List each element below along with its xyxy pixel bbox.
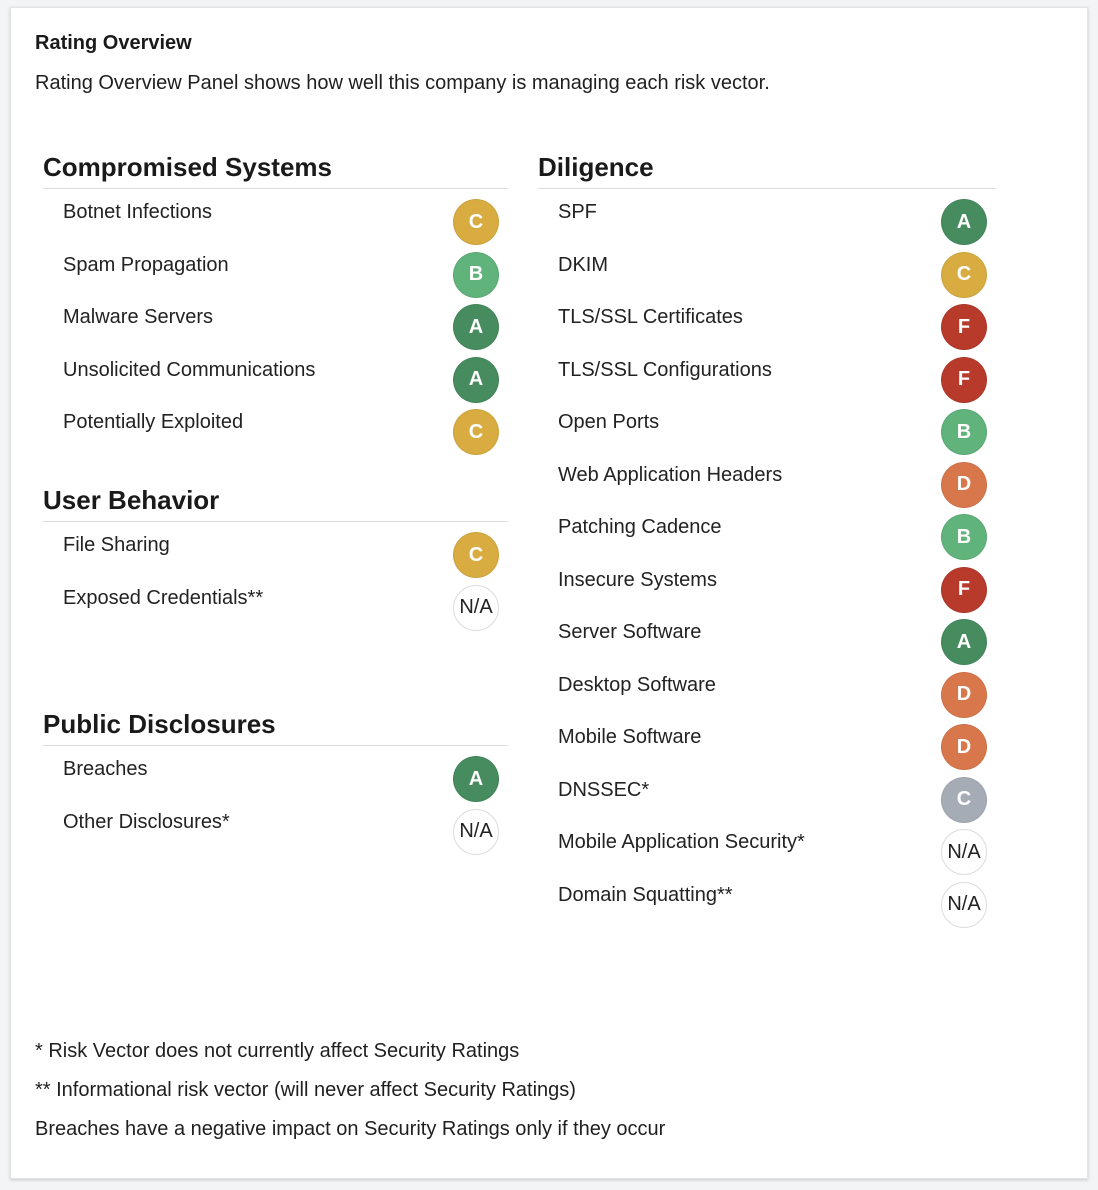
vector-name: Web Application Headers [558,463,783,486]
vector-row-tls-ssl-certificates[interactable] [538,294,996,347]
grade-badge[interactable]: D [941,672,987,718]
vector-row-dnssec[interactable] [538,767,996,820]
grade-badge[interactable]: F [941,304,987,350]
vector-name: SPF [558,201,597,223]
vector-row-breaches[interactable] [43,746,508,799]
vector-name: DKIM [558,253,608,276]
vector-name: Breaches [63,758,148,780]
grade-badge[interactable]: B [453,252,499,298]
vector-name: Mobile Application Security* [558,831,805,853]
vector-row-mobile-application-security[interactable] [538,819,996,872]
vector-row-server-software[interactable] [538,609,996,662]
grade-badge[interactable]: N/A [453,585,499,631]
vector-row-botnet-infections[interactable] [43,189,508,242]
footnote: Breaches have a negative impact on Security Ratings only if they occur [35,1118,666,1140]
vector-row-unsolicited-communications[interactable] [43,347,508,400]
vector-name: TLS/SSL Certificates [558,306,743,328]
vector-name: DNSSEC* [558,778,650,801]
panel-description: Rating Overview Panel shows how well this company is managing each risk vector. [35,72,770,94]
vector-name: Botnet Infections [63,201,212,223]
grade-badge[interactable]: A [453,304,499,350]
category-diligence [538,152,996,924]
vector-row-tls-ssl-configurations[interactable] [538,347,996,400]
grade-badge[interactable]: A [453,756,499,802]
vector-name: Desktop Software [558,673,716,696]
vector-row-spam-propagation[interactable] [43,242,508,295]
category-heading: Public Disclosures [43,709,508,746]
grade-badge[interactable]: A [941,199,987,245]
vector-name: Mobile Software [558,726,702,748]
grade-badge[interactable]: F [941,357,987,403]
grade-badge[interactable]: A [941,619,987,665]
vector-name: File Sharing [63,534,170,556]
category-user-behavior [43,485,508,627]
vector-row-insecure-systems[interactable] [538,557,996,610]
vector-name: Exposed Credentials** [63,586,264,609]
grade-badge[interactable]: D [941,724,987,770]
grade-badge[interactable]: N/A [941,829,987,875]
category-public-disclosures [43,709,508,851]
category-compromised-systems [43,152,508,452]
vector-name: Server Software [558,621,702,643]
vector-name: Other Disclosures* [63,810,230,833]
grade-badge[interactable]: C [941,777,987,823]
vector-row-file-sharing[interactable] [43,522,508,575]
vector-name: Patching Cadence [558,516,722,538]
vector-list [43,746,508,851]
vector-row-malware-servers[interactable] [43,294,508,347]
vector-row-other-disclosures[interactable] [43,799,508,852]
vector-list [538,189,996,924]
vector-row-domain-squatting[interactable] [538,872,996,925]
grade-badge[interactable]: C [453,532,499,578]
vector-row-mobile-software[interactable] [538,714,996,767]
vector-row-desktop-software[interactable] [538,662,996,715]
grade-badge[interactable]: B [941,409,987,455]
vector-row-exposed-credentials[interactable] [43,575,508,628]
vector-row-web-application-headers[interactable] [538,452,996,505]
vector-row-open-ports[interactable] [538,399,996,452]
vector-name: Unsolicited Communications [63,358,316,381]
grade-badge[interactable]: D [941,462,987,508]
vector-name: Malware Servers [63,306,214,328]
vector-row-spf[interactable] [538,189,996,242]
vector-name: Open Ports [558,411,660,433]
rating-overview-panel [10,7,1088,1179]
category-heading: Diligence [538,152,996,189]
grade-badge[interactable]: B [941,514,987,560]
grade-badge[interactable]: A [453,357,499,403]
category-heading: User Behavior [43,485,508,522]
vector-list [43,189,508,452]
footnotes [35,1038,665,1155]
vector-name: TLS/SSL Configurations [558,358,772,381]
category-heading: Compromised Systems [43,152,508,189]
grade-badge[interactable]: C [941,252,987,298]
grade-badge[interactable]: F [941,567,987,613]
footnote: ** Informational risk vector (will never affect Security Ratings) [35,1079,576,1101]
panel-title: Rating Overview [35,32,192,54]
vector-name: Insecure Systems [558,568,717,591]
vector-name: Spam Propagation [63,253,229,276]
grade-badge[interactable]: N/A [941,882,987,928]
grade-badge[interactable]: C [453,199,499,245]
vector-row-potentially-exploited[interactable] [43,399,508,452]
vector-row-patching-cadence[interactable] [538,504,996,557]
vector-row-dkim[interactable] [538,242,996,295]
footnote: * Risk Vector does not currently affect Security Ratings [35,1040,520,1062]
vector-name: Potentially Exploited [63,411,244,433]
grade-badge[interactable]: C [453,409,499,455]
vector-list [43,522,508,627]
grade-badge[interactable]: N/A [453,809,499,855]
vector-name: Domain Squatting** [558,883,733,906]
